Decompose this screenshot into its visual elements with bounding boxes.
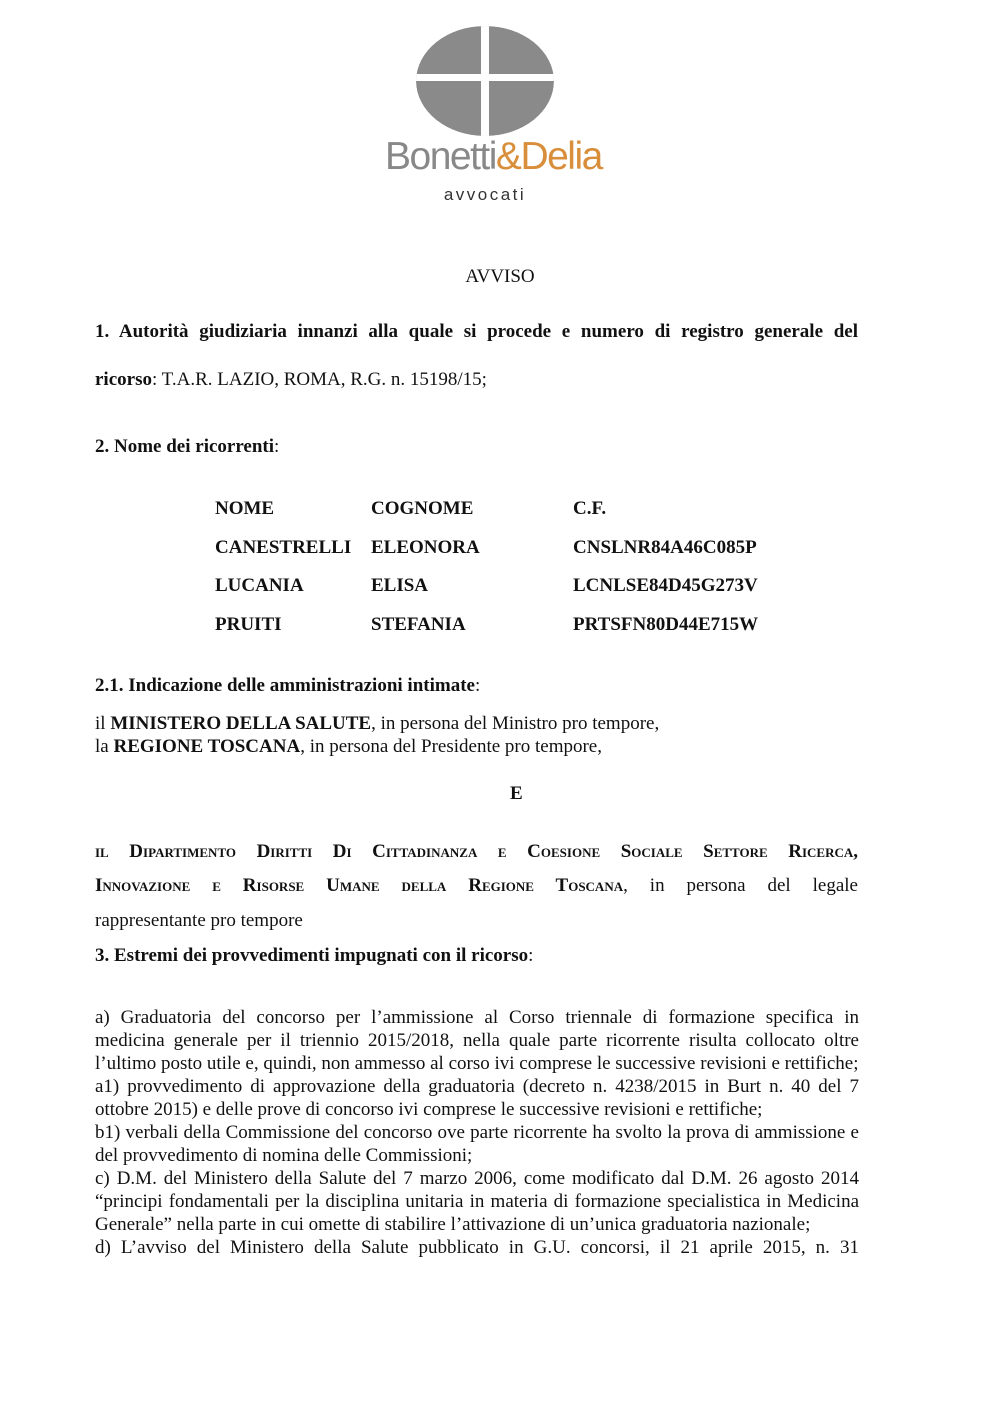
list-item: c) D.M. del Ministero della Salute del 7 marzo 2006, come modificato dal D.M. 26 agosto 2014 “principi fondamentali per la disciplina unitaria in materia di formazione specialistica in Medicina Generale” nella parte in cui omette di stabilire l’attivazione di un’unica graduatoria nazionale; bbox=[95, 1168, 859, 1235]
table-row bbox=[215, 614, 793, 653]
header-nome: NOME bbox=[215, 498, 275, 519]
table-cell: LUCANIA bbox=[215, 575, 304, 596]
firm-subtitle: avvocati bbox=[443, 185, 527, 204]
firm-name: Bonetti&Delia bbox=[385, 135, 602, 178]
intimata-regione: la REGIONE TOSCANA, in persona del Presidente pro tempore, bbox=[95, 736, 602, 757]
table-header-row bbox=[215, 498, 793, 537]
table-cell: LCNLSE84D45G273V bbox=[573, 575, 758, 596]
table-cell: CNSLNR84A46C085P bbox=[573, 536, 757, 558]
section1-line2: ricorso: T.A.R. LAZIO, ROMA, R.G. n. 15198/15; bbox=[95, 369, 487, 390]
section1-heading: 1. Autorità giudiziaria innanzi alla quale si procede e numero di registro generale del bbox=[95, 321, 858, 342]
dipartimento-line3: rappresentante pro tempore bbox=[95, 910, 303, 931]
provvedimenti-list bbox=[95, 1006, 859, 1259]
conjunction-e: E bbox=[510, 783, 523, 804]
intimata-ministero: il MINISTERO DELLA SALUTE, in persona del Ministro pro tempore, bbox=[95, 713, 660, 734]
dipartimento-line1: il Dipartimento Diritti Di Cittadinanza e Coesione Sociale Settore Ricerca, bbox=[95, 841, 858, 862]
list-item: d) L’avviso del Ministero della Salute pubblicato in G.U. concorsi, il 21 aprile 2015, n. 31 bbox=[95, 1237, 859, 1258]
table-cell: ELISA bbox=[371, 575, 429, 596]
table-cell: CANESTRELLI bbox=[215, 536, 352, 558]
page-title: AVVISO bbox=[465, 266, 535, 287]
firm-logo bbox=[385, 24, 615, 204]
header-cf: C.F. bbox=[573, 498, 607, 519]
table-row bbox=[215, 575, 793, 614]
section3-heading: 3. Estremi dei provvedimenti impugnati con il ricorso: bbox=[95, 945, 534, 966]
list-item: b1) verbali della Commissione del concorso ove parte ricorrente ha svolto la prova di ammissione e del provvedimento di nomina delle Commissioni; bbox=[95, 1122, 859, 1166]
oval-cross-logo-icon bbox=[385, 24, 585, 139]
header-cognome: COGNOME bbox=[371, 498, 474, 519]
section2-heading: 2. Nome dei ricorrenti: bbox=[95, 436, 280, 457]
table-cell: PRTSFN80D44E715W bbox=[573, 613, 759, 635]
table-row bbox=[215, 537, 793, 576]
table-cell: PRUITI bbox=[215, 613, 282, 635]
list-item: a) Graduatoria del concorso per l’ammissione al Corso triennale di formazione specifica in medicina generale per il triennio 2015/2018, nella quale parte ricorrente risulta collocato oltre l’ultimo posto utile e, quindi, non ammesso al corso ivi comprese le successive revisioni e rettifiche; bbox=[95, 1007, 859, 1074]
ricorrenti-table bbox=[215, 498, 793, 652]
dipartimento-line2: Innovazione e Risorse Umane della Regione Toscana, in persona del legale bbox=[95, 875, 858, 896]
list-item: a1) provvedimento di approvazione della graduatoria (decreto n. 4238/2015 in Burt n. 40 del 7 ottobre 2015) e delle prove di concorso ivi comprese le successive revisioni e rettifiche; bbox=[95, 1076, 859, 1120]
table-cell: STEFANIA bbox=[371, 613, 466, 635]
table-cell: ELEONORA bbox=[371, 536, 480, 558]
section21-heading: 2.1. Indicazione delle amministrazioni intimate: bbox=[95, 675, 481, 696]
